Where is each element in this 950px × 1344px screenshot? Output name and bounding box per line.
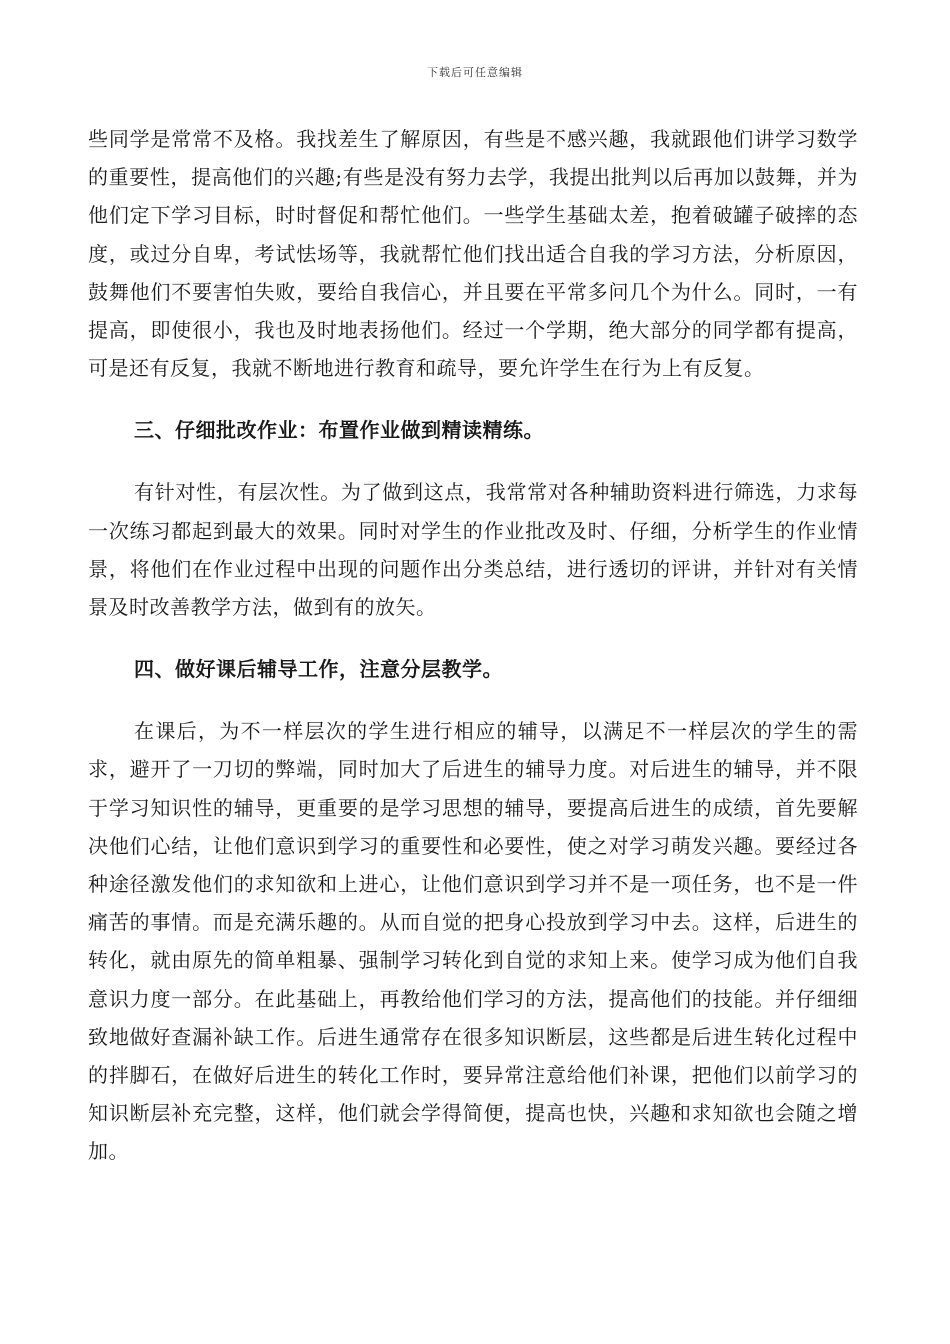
paragraph-section-3: 有针对性，有层次性。为了做到这点，我常常对各种辅助资料进行筛选，力求每一次练习都起到最大的效果。同时对学生的作业批改及时、仔细，分析学生的作业情景，将他们在作业过程中出现的问题作出分类总结，进行透切的评讲，并针对有关情景及时改善教学方法，做到有的放矢。 <box>88 480 858 620</box>
section-heading-3: 三、仔细批改作业：布置作业做到精读精练。 <box>134 418 544 443</box>
section-heading-4: 四、做好课后辅导工作，注意分层教学。 <box>134 657 503 682</box>
document-body <box>88 120 858 1171</box>
paragraph-section-4: 在课后，为不一样层次的学生进行相应的辅导，以满足不一样层次的学生的需求，避开了一刀切的弊端，同时加大了后进生的辅导力度。对后进生的辅导，并不限于学习知识性的辅导，更重要的是学习思想的辅导，要提高后进生的成绩，首先要解决他们心结，让他们意识到学习的重要性和必要性，使之对学习萌发兴趣。要经过各种途径激发他们的求知欲和上进心，让他们意识到学习并不是一项任务，也不是一件痛苦的事情。而是充满乐趣的。从而自觉的把身心投放到学习中去。这样，后进生的转化，就由原先的简单粗暴、强制学习转化到自觉的求知上来。使学习成为他们自我意识力度一部分。在此基础上，再教给他们学习的方法，提高他们的技能。并仔细细致地做好查漏补缺工作。后进生通常存在很多知识断层，这些都是后进生转化过程中的拌脚石，在做好后进生的转化工作时，要异常注意给他们补课，把他们以前学习的知识断层补充完整，这样，他们就会学得简便，提高也快，兴趣和求知欲也会随之增加。 <box>88 719 858 1164</box>
paragraph-continuation: 些同学是常常不及格。我找差生了解原因，有些是不感兴趣，我就跟他们讲学习数学的重要性，提高他们的兴趣;有些是没有努力去学，我提出批判以后再加以鼓舞，并为他们定下学习目标，时时督促和帮忙他们。一些学生基础太差，抱着破罐子破摔的态度，或过分自卑，考试怯场等，我就帮忙他们找出适合自我的学习方法，分析原因，鼓舞他们不要害怕失败，要给自我信心，并且要在平常多问几个为什么。同时，一有提高，即使很小，我也及时地表扬他们。经过一个学期，绝大部分的同学都有提高，可是还有反复，我就不断地进行教育和疏导，要允许学生在行为上有反复。 <box>88 127 858 381</box>
page-header: 下载后可任意编辑 <box>427 66 523 79</box>
